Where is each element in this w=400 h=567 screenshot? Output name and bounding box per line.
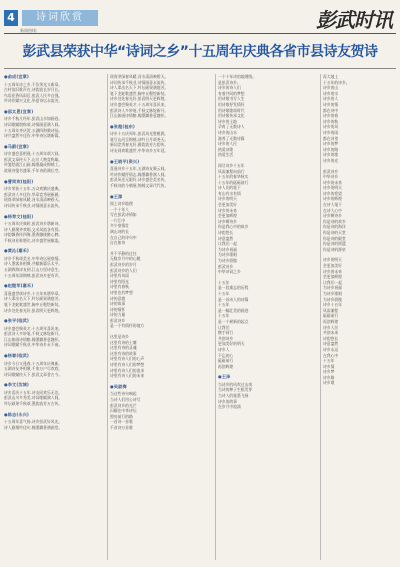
poem-block [4, 179, 104, 209]
poem-line: 为诗乡歌唱 [323, 290, 342, 296]
poem-line: 十五周年庆典时,彭武诗乡谱新诗。 [4, 221, 63, 226]
poem-line: 古村依旧歌声在,诗韵流长岁月长。 [4, 87, 63, 93]
poem-line: 诗乡的风 [323, 124, 339, 130]
poem-line: 欲展诗笺书盛事,千年诗韵满长空。 [4, 168, 63, 174]
poem-block [4, 412, 104, 431]
poem-line: 诗乡的明天 [323, 185, 342, 191]
column-4 [323, 74, 396, 560]
poem-line: 诗乡千秋几经年,彭武山水如画卷。 [4, 116, 63, 122]
poem-line: 诗乡永远 [323, 346, 339, 352]
poem-line: 当这些诗句响起 [110, 391, 137, 397]
poem-line: 诗韵悠长 [323, 335, 339, 341]
poem-line: 一片江中 [110, 217, 126, 223]
poem-line: 风雨兼程向前行 [218, 168, 245, 174]
poem-line: 诗乡的山 [323, 85, 339, 91]
poem-line: 诗里有诗人们的未来 [110, 373, 145, 379]
poem-line: 再创辉煌 [218, 363, 234, 369]
column-divider [215, 74, 216, 560]
poem-line: 诗里有风雨 [110, 273, 129, 279]
poem-block [110, 74, 212, 119]
poem-line: 诗词传承千秋业,诗情画意永流传。 [110, 79, 169, 85]
poem-line: 诗乡的明天 [323, 257, 342, 263]
poem-line: 十五年的砥砺前行 [218, 179, 249, 185]
poem-line: 诗里有阳光 [110, 278, 129, 284]
poem-line: 彭武风光无限好,诗乡盛会美名传。 [110, 177, 169, 183]
poem-line: 用诗歌歌颂时代 [218, 107, 245, 113]
poem-line: 彭武诗人多妙笔,千秋文脉绽新开。 [110, 107, 169, 113]
poem-line: 诗乡盛会聚英才,十五周年喜讯来。 [110, 101, 169, 107]
poem-author: ●马蔚(宜章) [4, 143, 29, 149]
column-divider [320, 74, 321, 560]
poem-line: 江山如画诗情醉,翰墨飘香意趣怀。 [110, 113, 169, 119]
poem-line: 都在诗里 [323, 135, 339, 141]
poem-line: 砥砺前行 [218, 358, 234, 364]
poem-line: 热爱生活 [218, 152, 234, 158]
poem-line: 诗的意境 [110, 295, 126, 301]
poem-line: 中华诗乡 [323, 174, 339, 180]
poem-line: 诗乡的歌 [323, 152, 339, 158]
poem-author: ●陈志(永兴) [4, 411, 29, 417]
poem-line: 用诗歌书写人生 [218, 96, 245, 102]
poem-line: 诗乡的山水 [218, 129, 237, 135]
poem-line: 会更加辉煌 [218, 213, 237, 219]
poem-block [110, 124, 212, 154]
poem-author: ●曹同欢(桂阳) [4, 178, 34, 184]
poem-line: 诗乡的光 [323, 157, 339, 163]
poem-line: 诗乡的未来 [323, 179, 342, 185]
poem-block [218, 163, 318, 275]
poem-line: 吟坛硕果千秋颂,墨韵流芳万古传。 [4, 400, 63, 406]
poem-line: 诗词歌赋传天下,彭武文章誉古今。 [4, 371, 63, 377]
poem-line: 千秋诗韵今朝展,锦绣文章代代传。 [110, 182, 169, 188]
poem-line: 吟诗作赋兴文化,华夏诗坛永流芳。 [4, 98, 63, 104]
poem-line: 十五年 [218, 279, 230, 285]
poem-line: 在我心中 [323, 352, 339, 358]
poem-line: 十五年 [218, 313, 230, 319]
poem-block [218, 280, 318, 370]
column-1 [4, 74, 104, 560]
poem-line: 热爱诗歌 [218, 146, 234, 152]
poem-line: 都在诗中 [323, 107, 339, 113]
poem-line: 为诗乡祝福 [218, 246, 237, 252]
poem-line: 鸟语花香风雨后,彭武人民多自强。 [4, 92, 63, 98]
poem-line: 诗人辈出名天下,吟坛硕果满庭芳。 [4, 296, 63, 302]
poem-line: 十五周年诗之乡,不负荣光又新章。 [4, 81, 63, 87]
poem-line: 这里有诗的灵魂 [110, 345, 137, 351]
poem-line: 诗乡盛会喜相逢,十五周年颂大同。 [4, 151, 63, 157]
poem-line: 更加美好的明天 [218, 341, 245, 347]
poem-line: 诗乡的辉煌 [323, 196, 342, 202]
poem-line: 风雨兼程 [323, 307, 339, 313]
poem-line: 诗乡路 [323, 374, 335, 380]
poem-block [4, 318, 104, 348]
column-divider [107, 74, 108, 560]
poem-line: 诗词传承千秋业,诗情画意永流传。 [4, 202, 63, 208]
poem-line: 诗兴盎然多佳作,中华诗坛谱新篇。 [4, 133, 63, 139]
poem-author: ●张平(临武) [4, 318, 29, 324]
poem-line: 有山有水有情 [218, 190, 241, 196]
poem-line: 十五年 [323, 358, 335, 364]
poem-author: ●杨春(临武) [4, 353, 29, 358]
poem-line: 诗乡荣获十五年,万众欢腾庆盛典。 [4, 186, 63, 192]
poem-line: 彭武诗乡的光芒 [110, 402, 137, 408]
poem-line: 阅尽诗乡十五年 [218, 162, 245, 168]
poem-line: 共创诗乡 [218, 335, 234, 341]
poem-line: 彭武诗乡的人们 [110, 267, 137, 273]
poem-line: 诗里有诗人们的追求 [110, 367, 145, 373]
poem-line: 十五年的诗乡。 [323, 79, 350, 85]
poem-block [110, 334, 212, 379]
poem-line: 滋养了无数诗篇 [218, 135, 245, 141]
poem-line: 彭武文章传天下,山川人物竞称雄。 [4, 156, 63, 162]
poem-line: 彭武诗人多佳作,华章竞秀展新颜。 [4, 191, 63, 197]
poem-line: 你是诗的源泉 [323, 246, 346, 252]
poem-line: 是彭武诗乡。 [218, 79, 241, 85]
poem-line: 诗里也有梦想 [110, 289, 133, 295]
poem-line: 是一首动人的诗篇 [218, 296, 249, 302]
poem-line: 你是诗的天堂 [323, 230, 346, 236]
poem-line: 诗乡的诗人们 [218, 85, 241, 91]
poem-line: 诗人墨客来相聚,共赋新篇乐太平。 [4, 261, 63, 267]
poem-line: 诗意盎然 [218, 235, 234, 241]
poem-line: 诗乡千秋颂美名,中华诗坛展豪情。 [4, 255, 63, 261]
poem-author: ●吴淑梅 [110, 383, 127, 389]
poem-line: 五湖四海诗友到,江山万里诗意生。 [4, 267, 63, 273]
poem-line: 你是诗的海洋 [323, 224, 346, 230]
poem-line: 诗乡的情 [323, 101, 339, 107]
poem-line: 诗人雅聚齐欢唱,文采风流各有辞。 [4, 226, 63, 232]
poem-line: 你是我心中的故乡 [218, 224, 249, 230]
poem-line: 诗乡的秋 [323, 118, 339, 124]
poem-line: 诗乡的人民 [218, 141, 237, 147]
poem-author: ●王源 [110, 193, 123, 199]
poem-author: ●张超(桂东) [110, 123, 135, 129]
poem-line: 中华诗词之乡 [218, 269, 241, 275]
poem-author: ●杨寿文(桂阳) [4, 213, 34, 219]
poem-line: 十五周年添锦绣,彭武诗乡更有声。 [4, 272, 63, 278]
page-number: 4 [4, 10, 18, 26]
poem-block [4, 283, 104, 313]
poem-line: 诗乡的雨 [323, 129, 339, 135]
poem-line: 照亮前行的路 [110, 413, 133, 419]
poem-line: 会更加辉煌 [323, 274, 342, 280]
poem-line: 在岁月中流淌 [218, 404, 241, 410]
poem-block [4, 74, 104, 104]
poem-line: 诗乡人 [218, 346, 230, 352]
poem-line: 诗乡人民 [323, 324, 339, 330]
poem-line: 当诗乡的风吹过山岗 [218, 381, 253, 387]
poem-block [4, 144, 104, 174]
poem-line: 携手同行 [218, 330, 234, 336]
poem-line: 有着共同的梦想 [218, 90, 245, 96]
poem-block [323, 257, 396, 386]
poem-line: 彭武诗乡 [110, 317, 126, 323]
poem-block [110, 159, 212, 189]
poem-line: 诗乡十五年 [323, 302, 342, 308]
poem-line: 笔下龙蛇歌盛世,胸中丘壑绘新装。 [4, 301, 63, 307]
poem-line: 诗乡的希望 [323, 190, 342, 196]
section-title: 诗词欣赏 [22, 10, 98, 26]
poem-line: 为诗乡骄傲 [323, 296, 342, 302]
poem-line: 阅上诗乡地理 [110, 201, 133, 206]
poem-line: 这里有诗的故事 [110, 350, 137, 356]
poem-line: 笔写山河呈锦绣,诗吟日月颂尧天。 [110, 136, 169, 142]
poem-line: 共创未来 [323, 330, 339, 336]
poem-line: 你是诗的殿堂 [323, 235, 346, 241]
poem-block [4, 353, 104, 377]
poem-line: 当诗的种子生根发芽 [218, 387, 253, 393]
poem-line: 是一个崭新的起点 [218, 318, 249, 324]
poem-line: 诗乡盛会聚英才,十五周年喜讯来。 [4, 325, 63, 331]
poem-line: 并不平静的过往 [110, 250, 137, 256]
poem-line: 吟笺绘就江山画,翰墨凝成锦绣工。 [4, 162, 63, 168]
poem-line: 瑶岗翠绿春风暖,河水清清映碧天。 [110, 74, 169, 79]
poem-line: 诗乡情 [323, 363, 335, 369]
poem-line: 你是诗的故乡 [323, 218, 346, 224]
poem-block [323, 169, 396, 253]
poem-line: 诗乡啊诗乡 [218, 218, 237, 224]
poem-line: 诗乡啊诗乡 [323, 213, 342, 219]
poem-line: 诗乡的未来 [323, 268, 342, 274]
poem-line: 笔下龙蛇歌盛世,胸中丘壑绘新装。 [110, 90, 169, 96]
poem-line: 自在如诗 [110, 240, 126, 246]
poem-line: 诗乡歌 [323, 380, 335, 386]
poem-line: 你是诗的摇篮 [323, 241, 346, 247]
poem-line: 十五年 [218, 290, 230, 296]
poem-line: 为诗乡歌唱 [218, 252, 237, 258]
poem-line: 诗乡今日又逢春,十五周年庆典新。 [4, 360, 63, 366]
poem-line: 诗的故事 [110, 301, 126, 307]
poem-line: 是一段难忘的历程 [218, 285, 249, 291]
poem-line: 闪耀在中华诗坛 [110, 408, 137, 414]
poem-line: 当诗人们用心诗写 [110, 396, 141, 402]
poem-line: 诗里有春秋 [110, 284, 129, 290]
poem-line: 吟诗作赋抒情志,翰墨飘香满人间。 [110, 171, 169, 177]
poem-line: 彭武诗乡的岁月 [110, 261, 137, 267]
poem-line: 用诗歌传承文化 [218, 113, 245, 119]
poem-line: 在自己的诗句中 [110, 234, 137, 240]
poem-block [110, 194, 212, 246]
poem-line: 一个十年人 [110, 206, 129, 212]
poem-line: 十五年 [218, 302, 230, 308]
column-2 [110, 74, 212, 560]
poem-line: 十五周年齐庆贺,五湖四海聚诗仙。 [4, 127, 63, 133]
poem-line: 诗韵悠长 [218, 230, 234, 236]
masthead-logo: 彭武时讯 [316, 8, 392, 32]
poem-line: 诗的情怀 [110, 306, 126, 312]
poem-block [4, 382, 104, 406]
poem-line: 写在彭武诗情如 [110, 212, 137, 218]
poem-line: 千首诗万首歌 [110, 424, 133, 430]
poem-line: 诗乡梦 [323, 369, 335, 375]
poem-author: ●王晓平(资兴) [110, 158, 140, 164]
poem-line: 彭武山川多秀美,诗词歌赋满人间。 [4, 395, 63, 401]
poem-line: 喜逢诗乡十五年,五湖诗友聚云间。 [110, 166, 169, 172]
header-divider [4, 33, 396, 34]
poem-line: 不忘初心 [218, 352, 234, 358]
poem-author: ●黄沁(嘉禾) [4, 248, 29, 254]
poem-line: 江山如画诗情醉,翰墨飘香意趣怀。 [4, 336, 63, 342]
poem-line: 彭武诗乡 [218, 263, 234, 269]
poem-line: 喜逢盛世颂诗乡,十五年来谱华章。 [4, 290, 63, 296]
poem-line: 会更加美好 [323, 263, 342, 268]
poem-line: 砥砺前行 [323, 313, 339, 319]
poem-line: 无数岁月中的心跳 [110, 256, 141, 262]
poem-line: 诗乡喜庆十五年,诗友同欢乐无边。 [4, 389, 63, 395]
poem-line: 诗乡的水 [323, 90, 339, 96]
poem-line: 当诗人的笔墨飞扬 [218, 392, 249, 398]
poem-block [4, 109, 104, 139]
poem-line: 诗人们的笔下 [218, 185, 241, 191]
poem-line: 诗里有诗人们的梦想 [110, 362, 145, 368]
poem-line: 诗韵飘香传四海,墨香缭绕醉心脾。 [4, 232, 63, 238]
poem-line: 这里有诗的土壤 [110, 339, 137, 345]
poem-line: 让我们 [218, 324, 230, 330]
poem-line: 诗词歌赋千秋业,中华诗乡永不衰。 [4, 342, 63, 348]
poem-line: 诗乡的故事 [218, 398, 237, 404]
poem-author: ●俞成(宜章) [4, 74, 29, 79]
poem-line: 让我们一起 [218, 241, 237, 247]
poem-line: 诗人雅聚吟佳句,翰墨飘香满画堂。 [4, 424, 63, 430]
poem-line: 诗乡十五庆周年,彭武风光胜桃源。 [110, 131, 169, 137]
poem-line: 满山诗的长 [110, 228, 129, 234]
poem-line: 会更加美好 [218, 202, 237, 208]
poem-block [4, 214, 104, 244]
poem-block [218, 374, 318, 409]
poem-line: 彭武诗人多妙笔,千秋文脉绽新开。 [4, 331, 63, 337]
poem-line: 在诗人笔下 [323, 202, 342, 208]
poem-line: 五湖诗友齐相聚,千家万户尽欢欣。 [4, 366, 63, 372]
poem-line: 再创辉煌 [323, 318, 339, 324]
poem-line: 孕育了无数诗人 [218, 124, 245, 130]
poem-line: 诗乡的梦 [323, 141, 339, 147]
poem-line: 诗乡处处春光好,彭武明天更辉煌。 [110, 96, 169, 102]
poem-block [4, 248, 104, 278]
poem-line: 瑶岗翠绿春风暖,河水清清映碧天。 [4, 197, 63, 203]
poem-block [323, 74, 396, 164]
poem-line: 千秋诗业谁堪比,诗乡盛世展雄姿。 [4, 237, 63, 243]
poem-line: 诗词歌赋堪称颂,诗情画意满人间。 [4, 121, 63, 127]
poem-line: 诗里有诗人们的心声 [110, 356, 145, 362]
poem-author: ●邵太恩(宜章) [4, 108, 34, 114]
poem-line: 多少豪情壮 [110, 223, 129, 229]
poem-block [218, 74, 318, 158]
poem-author: ●李文(汝城) [4, 382, 29, 388]
poem-line: 一个十年诗的地理线。 [218, 74, 256, 79]
page-header [4, 4, 396, 34]
poem-line: 诗乡处处春光好,彭武明天更辉煌。 [4, 307, 63, 313]
poem-block [110, 251, 212, 329]
page-headline: 彭武县荣获中华“诗词之乡”十五周年庆典各省市县诗友贺诗 [22, 44, 378, 60]
poem-line: 诗的力量 [110, 312, 126, 318]
poem-line: 让我们一起 [323, 279, 342, 285]
poem-line: 十五周年喜气扬,诗乡彭武好风光。 [4, 419, 63, 425]
poem-line: 诗乡的明天 [218, 196, 237, 202]
poem-line: 彭武诗乡 [323, 168, 339, 174]
poem-line: 诗乡的土地 [218, 118, 237, 124]
poem-line: 是一个有情怀的地方 [110, 323, 145, 329]
poem-line: 诗乡的路 [323, 146, 339, 152]
poem-line: 用诗歌抒发情怀 [218, 101, 245, 107]
poem-line: 诗乡的人 [323, 96, 339, 102]
poem-line: 一首诗一首歌 [110, 419, 133, 425]
poem-author: ●赵继军(嘉禾) [4, 283, 34, 289]
poem-line: 诗友同欢歌盛世,中华诗乡万年延。 [110, 148, 169, 154]
poem-line: 十五年的春华秋实 [218, 174, 249, 180]
column-3 [218, 74, 318, 560]
headline-divider [4, 68, 396, 69]
poem-line: 是一幅壮美的画卷 [218, 307, 249, 313]
poem-line: 为诗乡祝福 [323, 285, 342, 291]
poem-author: ●王泽 [218, 374, 231, 380]
poem-line: 诗乡的春 [323, 113, 339, 119]
header-meta: 新闻热线: [20, 28, 38, 33]
poem-line: 再大地上 [323, 74, 339, 79]
poem-line: 在诗人心中 [323, 207, 342, 213]
poem-line: 新词竞秀春光好,雅韵流芳古韵传。 [110, 142, 169, 148]
poem-line: 诗乡的未来 [218, 207, 237, 213]
poem-line: 诗意盎然 [323, 341, 339, 347]
poem-line: 为诗乡骄傲 [218, 258, 237, 263]
poem-block [110, 384, 212, 431]
poem-line: 诗人辈出名天下,吟坛硕果满庭芳。 [110, 85, 169, 91]
poem-line: 这里是诗乡 [110, 334, 129, 340]
